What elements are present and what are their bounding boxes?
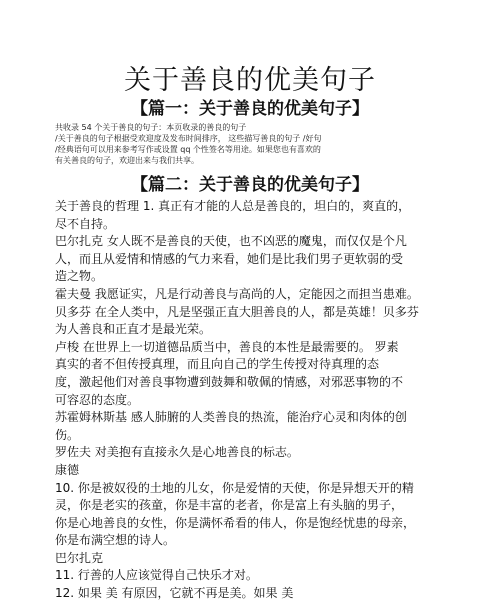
page-title: 关于善良的优美句子: [124, 65, 376, 96]
body-line: 关于善良的哲理 1. 真正有才能的人总是善良的，坦白的，爽直的，: [55, 199, 411, 213]
body-line: 霍夫曼 我愿证实，凡是行动善良与高尚的人，定能因之而担当患难。: [55, 286, 419, 301]
body-line: 12. 如果 美 有原因，它就不再是美。如果 美: [55, 586, 294, 601]
body-line: 伤。: [55, 427, 80, 442]
section-heading-2: 【篇二：关于善良的优美句子】: [131, 175, 369, 195]
intro-paragraph: [55, 122, 445, 166]
body-line: 巴尔扎克 女人既不是善良的天使，也不凶恶的魔鬼，而仅仅是个凡: [55, 234, 407, 249]
body-line: 卢梭 在世界上一切道德品质当中，善良的本性是最需要的。 罗素: [55, 339, 399, 354]
body-line: 为人善良和正直才是最光荣。: [55, 322, 212, 337]
body-line: 罗佐夫 对美抱有直接永久是心地善良的标志。: [55, 445, 299, 460]
intro-line: /关于善良的句子根据受欢迎度及发布时间排序， 这些描写善良的句子 /好句: [55, 134, 322, 143]
body-line: 10. 你是被奴役的土地的儿女，你是爱情的天使，你是异想天开的精: [55, 480, 414, 495]
body-line: 苏霍姆林斯基 感人肺腑的人类善良的热流，能治疗心灵和肉体的创: [55, 410, 407, 425]
body-line: 11. 行善的人应该觉得自己快乐才对。: [55, 568, 258, 583]
body-line: 尽不自持。: [55, 216, 116, 231]
intro-line: /经典语句可以用来参考写作或设置 qq 个性签名等用途。如果您也有喜欢的: [55, 145, 321, 154]
body-line: 真实的者不但传授真理，而且向自己的学生传授对待真理的态: [55, 357, 380, 372]
body-line: 可容忍的态度。: [55, 392, 140, 407]
section-heading-1: 【篇一：关于善良的优美句子】: [131, 99, 369, 119]
body-line: 你是心地善良的女性，你是满怀希看的伟人，你是饱经忧患的母亲，: [55, 515, 416, 530]
intro-line: 有关善良的句子，欢迎出来与我们共享。: [55, 156, 199, 165]
body-line: 巴尔扎克: [55, 550, 104, 565]
body-line: 康德: [55, 462, 80, 477]
intro-line: 共收录 54 个关于善良的句子：本页收录的善良的句子: [55, 123, 247, 132]
body-line: 人，而且从爱情和情感的气力来看，她们是比我们男子更软弱的受: [55, 251, 404, 266]
body-paragraphs: [55, 198, 455, 603]
body-line: 度，激起他们对善良事物遭到鼓舞和敬佩的情感，对邪恶事物的不: [55, 374, 404, 389]
body-line: 你是布满空想的诗人。: [55, 533, 176, 548]
body-line: 造之物。: [55, 269, 104, 284]
body-line: 贝多芬 在全人类中，凡是坚强正直大胆善良的人，都是英雄！贝多芬: [55, 304, 419, 319]
body-line: 灵，你是老实的孩童，你是丰富的老者，你是富上有头脑的男子，: [55, 498, 404, 513]
